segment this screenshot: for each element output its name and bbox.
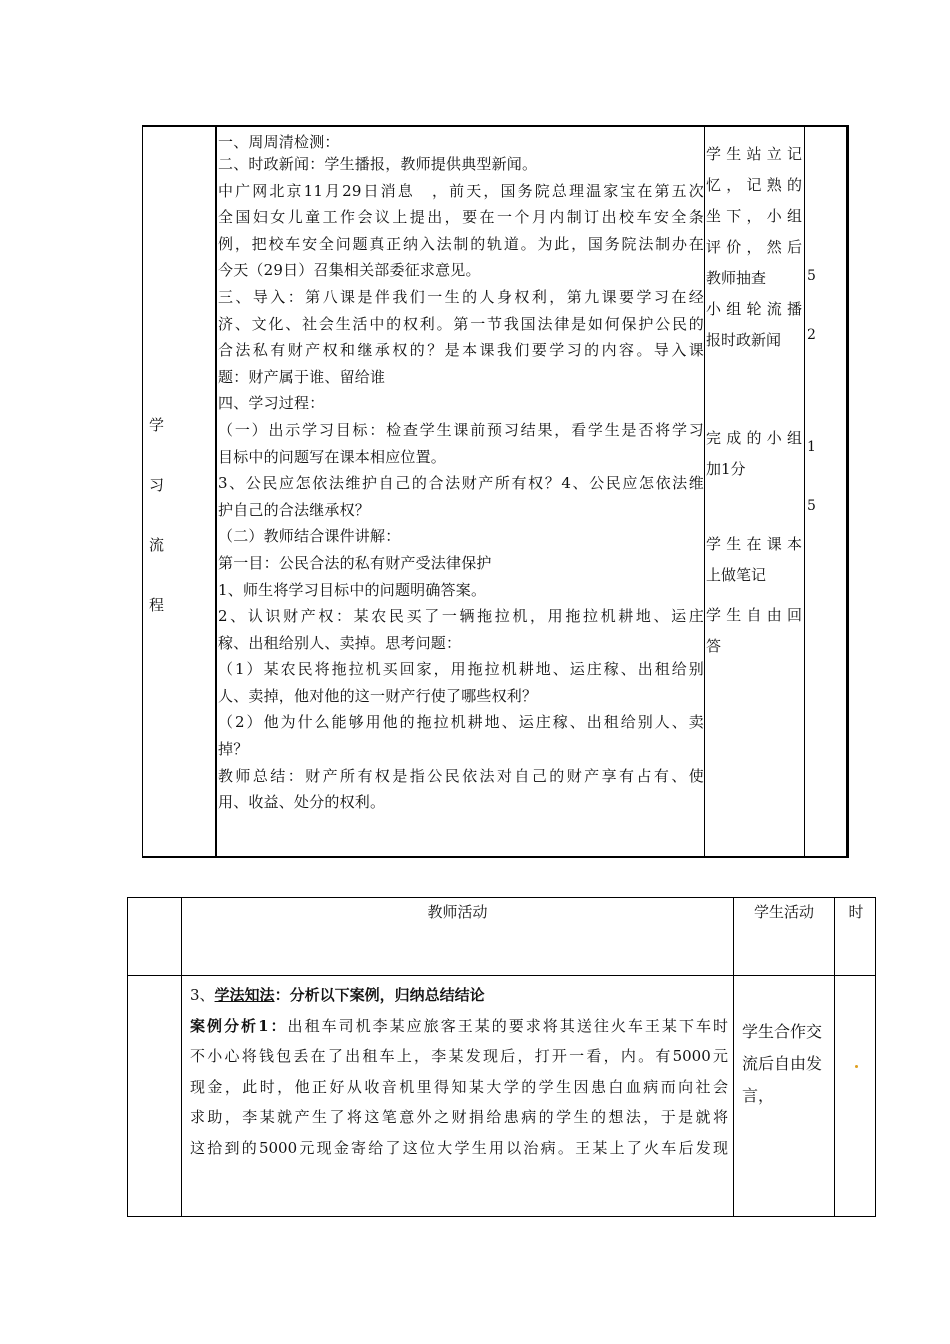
- text-line: 这拾到的5000元现金寄给了这位大学生用以治病。王某上了火车后发现: [190, 1138, 728, 1157]
- text-line: （1）某农民将拖拉机买回家，用拖拉机耕地、运庄稼、出租给别: [218, 660, 704, 679]
- text-line: 掉？: [218, 740, 249, 759]
- column-divider: [804, 127, 805, 856]
- text-line: 今天（29日）召集相关部委征求意见。: [218, 261, 481, 280]
- text-line: 3、公民应怎依法维护自己的合法财产所有权？4、公民应怎依法维: [218, 474, 704, 493]
- text-line: 2、认识财产权：某农民买了一辆拖拉机，用拖拉机耕地、运庄: [218, 607, 704, 626]
- text-line: 现金，此时，他正好从收音机里得知某大学的学生因患白血病而向社会: [190, 1077, 728, 1096]
- column-divider: [215, 127, 217, 856]
- stray-mark: [855, 1065, 858, 1068]
- student-activity-block: 学生站立记 忆，记熟的 坐下，小组 评价，然后 教师抽查 小组轮流播 报时政新闻: [706, 145, 802, 349]
- header-student-activity: 学生活动: [753, 903, 814, 921]
- text-line: 案例分析1：出租车司机李某应旅客王某的要求将其送往火车王某下车时: [190, 1016, 728, 1035]
- time-value: 5: [807, 268, 816, 284]
- time-value: 5: [807, 498, 816, 514]
- text-line: 四、学习过程：: [218, 394, 325, 413]
- case-label: 案例分析1：: [190, 1016, 288, 1035]
- student-activity-block: 学生自由回 答: [706, 606, 802, 655]
- text-line: 三、导入：第八课是伴我们一生的人身权利，第九课要学习在经: [218, 287, 704, 306]
- column-divider: [834, 898, 835, 1216]
- lesson-flow-table: 学 习 流 程 一、周周清检测： 二、时政新闻：学生播报，教师提供典型新闻。 中广网北京11月29日消息 ，前天，国务院总理温家宝在第五次 全国妇女儿童工作会议上提出，要在一个月内制订出校车安全条 例，把校车安全问题真正纳入法制的轨道。为此，国务院法制办在 今天（29日）召集相关部委征求意见。 三、导入：第八课是伴我们一生的人身权利，第九课要学习在经 济、文化、社会生活中的权利。第一节我国法律是如何保护公民的 合法私有财产权和继承权的？是本课我们要学习的内容。导入课 题：财产属于谁、留给谁 四、学习过程： （一）出示学习目标：检查学生课前预习结果，看学生是否将学习 目标中的问题写在课本相应位置。 3、公民应怎依法维护自己的合法财产所有权？4、公民应怎依法维 护自己的合法继承权？ （二）教师结合课件讲解： 第一目：公民合法的私有财产受法律保护 1、师生将学习目标中的问题明确答案。 2、认识财产权：某农民买了一辆拖拉机，用拖拉机耕地、运庄 稼、出租给别人、卖掉。思考问题： （1）某农民将拖拉机买回家，用拖拉机耕地、运庄稼、出租给别 人、卖掉，他对他的这一财产行使了哪些权利？ （2）他为什么能够用他的拖拉机耕地、运庄稼、出租给别人、卖 掉？ 教师总结：财产所有权是指公民依法对自己的财产享有占有、使 用、收益、处分的权利。 学生站立记 忆，记熟的 坐下，小组 评价，然后 教师抽查 小组轮流播 报时政新闻 完成的小组 加1分 学生在课本 上做笔记 学生自由回 答 5 2 1 5: [142, 125, 849, 858]
- time-value: 1: [807, 439, 816, 455]
- text-line: 稼、出租给别人、卖掉。思考问题：: [218, 633, 462, 652]
- teacher-activity-text: [218, 133, 704, 816]
- text-line: 护自己的合法继承权？: [218, 500, 371, 519]
- student-activity-block: 学生在课本 上做笔记: [706, 535, 802, 584]
- text-line: （二）教师结合课件讲解：: [218, 527, 401, 546]
- text-line: 用、收益、处分的权利。: [218, 793, 386, 812]
- text-line: 求助，李某就产生了将这笔意外之财捐给患病的学生的想法，于是就将: [190, 1108, 728, 1126]
- activity-table: [127, 897, 876, 1217]
- text-line: 全国妇女儿童工作会议上提出，要在一个月内制订出校车安全条: [218, 208, 704, 227]
- text-line: 1、师生将学习目标中的问题明确答案。: [218, 580, 487, 599]
- text-line: 教师总结：财产所有权是指公民依法对自己的财产享有占有、使: [218, 766, 704, 785]
- text-line: 不小心将钱包丢在了出租车上，李某发现后，打开一看，内。有5000元: [190, 1047, 728, 1065]
- column-divider: [181, 898, 182, 1216]
- text-line: （2）他为什么能够用他的拖拉机耕地、运庄稼、出租给别人、卖: [218, 713, 704, 732]
- text-line: 人、卖掉，他对他的这一财产行使了哪些权利？: [218, 686, 538, 705]
- student-activity-block: 完成的小组 加1分: [706, 429, 802, 478]
- text-line: 例，把校车安全问题真正纳入法制的轨道。为此，国务院法制办在: [218, 234, 704, 253]
- case-analysis-text: [190, 980, 728, 1163]
- text-line: 济、文化、社会生活中的权利。第一节我国法律是如何保护公民的: [218, 314, 704, 333]
- text-line: 中广网北京11月29日消息 ，前天，国务院总理温家宝在第五次: [218, 181, 704, 200]
- time-value: 2: [807, 327, 816, 343]
- column-divider: [733, 898, 734, 1216]
- student-activity-text: 学生合作交 流后自由发 言，: [742, 1022, 823, 1105]
- text-line: 合法私有财产权和继承权的？是本课我们要学习的内容。导入课: [218, 341, 704, 360]
- text-line: 第一目：公民合法的私有财产受法律保护: [218, 553, 492, 572]
- column-divider: [846, 127, 848, 856]
- column-divider: [704, 127, 705, 856]
- header-time: 时: [848, 903, 864, 921]
- method-heading: 3、学法知法：分析以下案例，归纳总结结论: [190, 986, 485, 1004]
- text-line: 目标中的问题写在课本相应位置。: [218, 447, 447, 466]
- text-line: 二、时政新闻：学生播报，教师提供典型新闻。: [218, 155, 538, 173]
- text-line: （一）出示学习目标：检查学生课前预习结果，看学生是否将学习: [218, 420, 704, 439]
- header-teacher-activity: 教师活动: [427, 903, 488, 921]
- text-line: 一、周周清检测：: [218, 133, 340, 151]
- row-divider: [128, 975, 875, 976]
- text-line: 题：财产属于谁、留给谁: [218, 367, 386, 386]
